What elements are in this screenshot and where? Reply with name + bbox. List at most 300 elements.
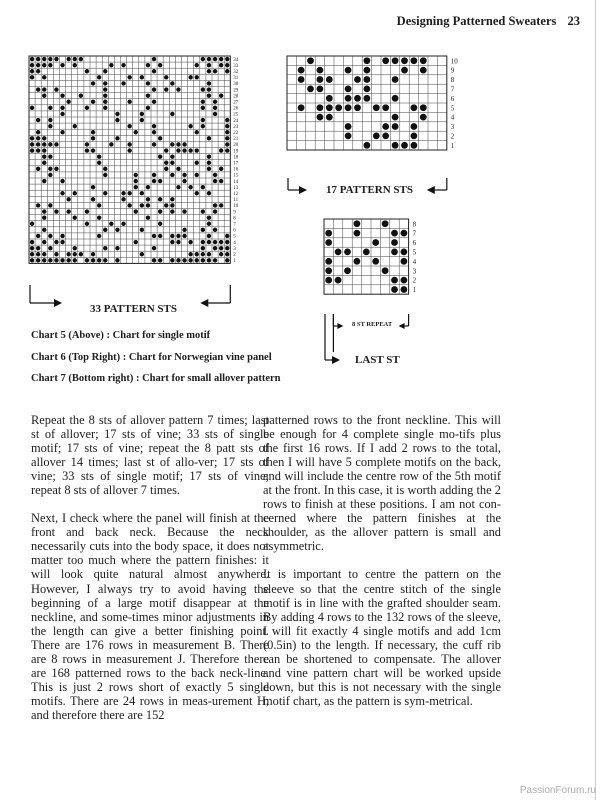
stitch-dot <box>91 130 95 134</box>
row-number-label: 9 <box>233 210 236 216</box>
stitch-dot <box>36 246 40 250</box>
stitch-dot <box>170 161 174 165</box>
page-edge <box>595 0 596 800</box>
stitch-dot <box>158 154 162 158</box>
stitch-dot <box>121 191 125 195</box>
stitch-dot <box>103 81 107 85</box>
body-column-right <box>263 413 501 722</box>
stitch-dot <box>298 67 305 74</box>
stitch-dot <box>345 67 352 74</box>
stitch-dot <box>195 258 199 262</box>
stitch-dot <box>42 87 46 91</box>
stitch-dot <box>170 142 174 146</box>
stitch-dot <box>344 267 351 274</box>
stitch-dot <box>213 100 217 104</box>
stitch-dot <box>207 222 211 226</box>
stitch-dot <box>158 63 162 67</box>
stitch-dot <box>201 228 205 232</box>
row-number-label: 2 <box>412 276 417 285</box>
stitch-dot <box>401 57 408 64</box>
stitch-dot <box>195 63 199 67</box>
stitch-dot <box>91 252 95 256</box>
stitch-dot <box>219 179 223 183</box>
row-number-label: 6 <box>233 228 236 234</box>
stitch-dot <box>325 267 332 274</box>
stitch-dot <box>36 118 40 122</box>
stitch-dot <box>392 142 399 149</box>
stitch-dot <box>225 142 229 146</box>
stitch-dot <box>219 148 223 152</box>
page-number: 23 <box>567 14 580 28</box>
stitch-dot <box>152 124 156 128</box>
stitch-dot <box>152 100 156 104</box>
stitch-dot <box>420 57 427 64</box>
stitch-dot <box>219 63 223 67</box>
stitch-dot <box>54 240 58 244</box>
stitch-dot <box>79 93 83 97</box>
stitch-dot <box>54 258 58 262</box>
running-header <box>397 14 580 29</box>
stitch-dot <box>213 258 217 262</box>
stitch-dot <box>73 246 77 250</box>
arrow-right-icon <box>399 323 405 329</box>
stitch-dot <box>372 239 379 246</box>
stitch-dot <box>103 87 107 91</box>
stitch-dot <box>48 246 52 250</box>
stitch-dot <box>42 63 46 67</box>
row-number-label: 7 <box>450 85 455 94</box>
stitch-dot <box>401 142 408 149</box>
stitch-dot <box>152 173 156 177</box>
stitch-dot <box>152 130 156 134</box>
stitch-dot <box>36 69 40 73</box>
stitch-dot <box>85 148 89 152</box>
stitch-dot <box>207 87 211 91</box>
stitch-dot <box>207 81 211 85</box>
stitch-dot <box>30 75 34 79</box>
stitch-dot <box>164 75 168 79</box>
stitch-dot <box>85 69 89 73</box>
stitch-dot <box>103 228 107 232</box>
stitch-dot <box>207 69 211 73</box>
stitch-dot <box>85 209 89 213</box>
stitch-dot <box>170 209 174 213</box>
stitch-dot <box>103 106 107 110</box>
row-number-label: 2 <box>450 132 455 141</box>
arrow-left-icon <box>54 299 62 307</box>
stitch-dot <box>325 239 332 246</box>
row-number-label: 24 <box>233 118 239 124</box>
stitch-dot <box>411 104 418 111</box>
row-number-label: 17 <box>233 161 239 167</box>
stitch-dot <box>127 148 131 152</box>
stitch-dot <box>152 234 156 238</box>
stitch-dot <box>201 209 205 213</box>
row-number-label: 30 <box>233 82 239 88</box>
stitch-dot <box>36 87 40 91</box>
stitch-dot <box>30 69 34 73</box>
chart-5-bracket <box>29 285 232 305</box>
stitch-dot <box>207 136 211 140</box>
row-number-label: 9 <box>450 66 455 75</box>
stitch-dot <box>382 123 389 130</box>
stitch-dot <box>170 234 174 238</box>
stitch-dot <box>195 130 199 134</box>
row-number-label: 11 <box>233 198 239 204</box>
stitch-dot <box>36 148 40 152</box>
stitch-dot <box>146 93 150 97</box>
row-number-label: 22 <box>233 130 239 136</box>
stitch-dot <box>54 167 58 171</box>
stitch-dot <box>382 57 389 64</box>
watermark: PassionForum.ru <box>519 785 596 796</box>
caption-chart-6: Chart 6 (Top Right) : Chart for Norwegian vine panel <box>31 351 272 363</box>
stitch-dot <box>325 230 332 237</box>
stitch-dot <box>42 75 46 79</box>
stitch-dot <box>364 76 371 83</box>
row-number-label: 7 <box>412 229 417 238</box>
stitch-dot <box>140 191 144 195</box>
row-number-label: 3 <box>450 123 455 132</box>
stitch-dot <box>207 93 211 97</box>
stitch-dot <box>85 258 89 262</box>
stitch-dot <box>73 63 77 67</box>
row-number-label: 18 <box>233 155 239 161</box>
row-number-label: 4 <box>412 257 417 266</box>
stitch-dot <box>201 87 205 91</box>
row-number-label: 2 <box>233 252 236 258</box>
stitch-dot <box>298 76 305 83</box>
row-number-label: 6 <box>412 239 417 248</box>
stitch-dot <box>103 173 107 177</box>
stitch-dot <box>97 161 101 165</box>
stitch-dot <box>48 154 52 158</box>
stitch-dot <box>30 258 34 262</box>
stitch-dot <box>345 104 352 111</box>
stitch-dot <box>219 252 223 256</box>
stitch-dot <box>182 228 186 232</box>
stitch-dot <box>42 252 46 256</box>
stitch-dot <box>176 87 180 91</box>
stitch-dot <box>134 185 138 189</box>
stitch-dot <box>201 258 205 262</box>
stitch-dot <box>307 86 314 93</box>
arrow-left-icon <box>299 186 307 194</box>
stitch-dot <box>121 222 125 226</box>
stitch-dot <box>344 249 351 256</box>
row-number-label: 16 <box>233 167 239 173</box>
stitch-dot <box>201 124 205 128</box>
stitch-dot <box>66 252 70 256</box>
stitch-dot <box>103 191 107 195</box>
paragraph: Repeat the 8 sts of allover pattern 7 times; last st of allover; 17 sts of vine; 33 sts of single motif; 17 sts of vine; repeat the 8 patt sts of allover 14 times; last st of allo-ver; 17 sts of vine; 33 sts of single motif; 17 sts of vine; repeat 8 sts of allover 7 times. <box>31 413 269 498</box>
stitch-dot <box>30 142 34 146</box>
stitch-dot <box>170 112 174 116</box>
paragraph: It is important to centre the pattern on the sleeve so that the centre stitch of the single motif is in line with the grafted shoulder seam. By adding 4 rows to the 132 rows of the sleeve, I will fit exactly 4 single motifs and add 1cm (0.5in) to the length. If necessary, the cuff rib can be shortened to compensate. The allover and vine pattern chart will be worked upside down, but this is not necessary with the single motif chart, as the pattern is sym-metrical. <box>263 567 501 708</box>
stitch-dot <box>326 76 333 83</box>
stitch-dot <box>225 246 229 250</box>
stitch-dot <box>182 148 186 152</box>
chart-6-label: 17 PATTERN STS <box>326 184 414 196</box>
stitch-dot <box>213 246 217 250</box>
stitch-dot <box>170 81 174 85</box>
stitch-dot <box>103 100 107 104</box>
paragraph: patterned rows to the front neckline. This will be enough for 4 complete single mo-tifs plus the first 16 rows. If I add 2 rows to the total, then I will have 5 complete motifs on the back, and will include the centre row of the 5th motif at the front. In this case, it is worth adding the 2 rows to finish at these positions. I am not con-cerned where the pattern finishes at the shoulder, as the allover pattern is small and asymmetric. <box>263 413 501 554</box>
stitch-dot <box>182 179 186 183</box>
stitch-dot <box>345 86 352 93</box>
stitch-dot <box>158 197 162 201</box>
stitch-dot <box>317 114 324 121</box>
stitch-dot <box>391 277 398 284</box>
stitch-dot <box>42 148 46 152</box>
stitch-dot <box>195 191 199 195</box>
stitch-dot <box>411 123 418 130</box>
stitch-dot <box>36 130 40 134</box>
chart-grid <box>29 56 230 263</box>
stitch-dot <box>42 209 46 213</box>
stitch-dot <box>127 100 131 104</box>
stitch-dot <box>146 203 150 207</box>
row-number-label: 1 <box>412 286 417 295</box>
stitch-dot <box>354 258 361 265</box>
stitch-dot <box>152 258 156 262</box>
row-number-label: 13 <box>233 185 239 191</box>
stitch-dot <box>103 258 107 262</box>
stitch-dot <box>60 93 64 97</box>
stitch-dot <box>201 185 205 189</box>
stitch-dot <box>391 249 398 256</box>
stitch-dot <box>298 104 305 111</box>
stitch-dot <box>103 246 107 250</box>
stitch-dot <box>85 142 89 146</box>
stitch-dot <box>79 57 83 61</box>
stitch-dot <box>170 197 174 201</box>
stitch-dot <box>134 209 138 213</box>
row-number-label: 29 <box>233 88 239 94</box>
stitch-dot <box>36 63 40 67</box>
stitch-dot <box>36 142 40 146</box>
stitch-dot <box>420 67 427 74</box>
stitch-dot <box>134 179 138 183</box>
stitch-dot <box>42 161 46 165</box>
stitch-dot <box>48 258 52 262</box>
stitch-dot <box>188 148 192 152</box>
stitch-dot <box>182 258 186 262</box>
stitch-dot <box>170 203 174 207</box>
stitch-dot <box>91 148 95 152</box>
header-title: Designing Patterned Sweaters <box>396 14 557 28</box>
stitch-dot <box>213 57 217 61</box>
stitch-dot <box>48 142 52 146</box>
stitch-dot <box>213 240 217 244</box>
stitch-dot <box>91 258 95 262</box>
stitch-dot <box>97 75 101 79</box>
stitch-dot <box>207 258 211 262</box>
stitch-dot <box>401 67 408 74</box>
stitch-dot <box>54 252 58 256</box>
stitch-dot <box>48 124 52 128</box>
stitch-dot <box>364 57 371 64</box>
stitch-dot <box>201 100 205 104</box>
row-number-label: 28 <box>233 94 239 100</box>
stitch-dot <box>48 234 52 238</box>
stitch-dot <box>225 240 229 244</box>
stitch-dot <box>213 112 217 116</box>
stitch-dot <box>146 106 150 110</box>
stitch-dot <box>30 63 34 67</box>
row-number-label: 5 <box>233 234 236 240</box>
stitch-dot <box>152 57 156 61</box>
stitch-dot <box>30 222 34 226</box>
stitch-dot <box>60 234 64 238</box>
stitch-dot <box>225 69 229 73</box>
stitch-dot <box>207 161 211 165</box>
stitch-dot <box>391 230 398 237</box>
stitch-dot <box>176 240 180 244</box>
stitch-dot <box>213 203 217 207</box>
stitch-dot <box>219 240 223 244</box>
stitch-dot <box>140 118 144 122</box>
stitch-dot <box>213 69 217 73</box>
stitch-dot <box>152 246 156 250</box>
stitch-dot <box>73 258 77 262</box>
stitch-dot <box>134 240 138 244</box>
stitch-dot <box>201 106 205 110</box>
stitch-dot <box>54 209 58 213</box>
stitch-dot <box>73 252 77 256</box>
stitch-dot <box>401 249 408 256</box>
stitch-dot <box>354 95 361 102</box>
stitch-dot <box>103 167 107 171</box>
stitch-dot <box>326 95 333 102</box>
stitch-dot <box>97 258 101 262</box>
stitch-dot <box>158 234 162 238</box>
stitch-dot <box>73 57 77 61</box>
stitch-dot <box>115 258 119 262</box>
stitch-dot <box>48 203 52 207</box>
stitch-dot <box>195 75 199 79</box>
stitch-dot <box>42 142 46 146</box>
stitch-dot <box>134 173 138 177</box>
stitch-dot <box>325 258 332 265</box>
stitch-dot <box>170 173 174 177</box>
stitch-dot <box>207 154 211 158</box>
stitch-dot <box>146 63 150 67</box>
row-number-label: 14 <box>233 179 239 185</box>
row-number-label: 10 <box>450 57 458 66</box>
row-number-label: 3 <box>412 267 417 276</box>
stitch-dot <box>354 104 361 111</box>
stitch-dot <box>195 161 199 165</box>
stitch-dot <box>158 136 162 140</box>
row-number-label: 3 <box>233 246 236 252</box>
stitch-dot <box>317 67 324 74</box>
stitch-dot <box>188 124 192 128</box>
stitch-dot <box>354 230 361 237</box>
stitch-dot <box>54 142 58 146</box>
stitch-dot <box>225 234 229 238</box>
stitch-dot <box>335 249 342 256</box>
stitch-dot <box>164 161 168 165</box>
row-number-label: 1 <box>450 141 455 150</box>
row-number-label: 15 <box>233 173 239 179</box>
stitch-dot <box>195 173 199 177</box>
stitch-dot <box>30 57 34 61</box>
stitch-dot <box>127 203 131 207</box>
chart-grid <box>287 56 447 150</box>
stitch-dot <box>140 228 144 232</box>
stitch-dot <box>176 185 180 189</box>
stitch-dot <box>219 246 223 250</box>
stitch-dot <box>182 173 186 177</box>
stitch-dot <box>225 63 229 67</box>
chart-6-norwegian-vine <box>287 56 467 160</box>
stitch-dot <box>207 252 211 256</box>
stitch-dot <box>48 106 52 110</box>
stitch-dot <box>36 167 40 171</box>
stitch-dot <box>115 246 119 250</box>
stitch-dot <box>207 191 211 195</box>
stitch-dot <box>158 179 162 183</box>
stitch-dot <box>42 154 46 158</box>
stitch-dot <box>363 249 370 256</box>
stitch-dot <box>176 167 180 171</box>
stitch-dot <box>317 104 324 111</box>
stitch-dot <box>207 240 211 244</box>
stitch-dot <box>392 123 399 130</box>
stitch-dot <box>345 123 352 130</box>
row-number-label: 10 <box>233 204 239 210</box>
stitch-dot <box>42 228 46 232</box>
row-number-label: 31 <box>233 76 239 82</box>
stitch-dot <box>213 209 217 213</box>
stitch-dot <box>97 203 101 207</box>
stitch-dot <box>140 112 144 116</box>
stitch-dot <box>109 222 113 226</box>
stitch-dot <box>392 76 399 83</box>
stitch-dot <box>152 87 156 91</box>
stitch-dot <box>146 197 150 201</box>
stitch-dot <box>364 142 371 149</box>
stitch-dot <box>48 57 52 61</box>
stitch-dot <box>164 167 168 171</box>
stitch-dot <box>30 106 34 110</box>
stitch-dot <box>225 118 229 122</box>
stitch-dot <box>158 209 162 213</box>
stitch-dot <box>91 81 95 85</box>
stitch-dot <box>66 197 70 201</box>
stitch-dot <box>317 76 324 83</box>
stitch-dot <box>66 100 70 104</box>
stitch-dot <box>30 240 34 244</box>
stitch-dot <box>91 197 95 201</box>
stitch-dot <box>152 142 156 146</box>
stitch-dot <box>30 136 34 140</box>
stitch-dot <box>188 185 192 189</box>
stitch-dot <box>411 133 418 140</box>
stitch-dot <box>364 95 371 102</box>
stitch-dot <box>392 114 399 121</box>
stitch-dot <box>382 133 389 140</box>
stitch-dot <box>36 234 40 238</box>
stitch-dot <box>326 104 333 111</box>
stitch-dot <box>401 277 408 284</box>
stitch-dot <box>201 240 205 244</box>
stitch-dot <box>170 240 174 244</box>
stitch-dot <box>60 63 64 67</box>
stitch-dot <box>48 167 52 171</box>
stitch-dot <box>420 104 427 111</box>
